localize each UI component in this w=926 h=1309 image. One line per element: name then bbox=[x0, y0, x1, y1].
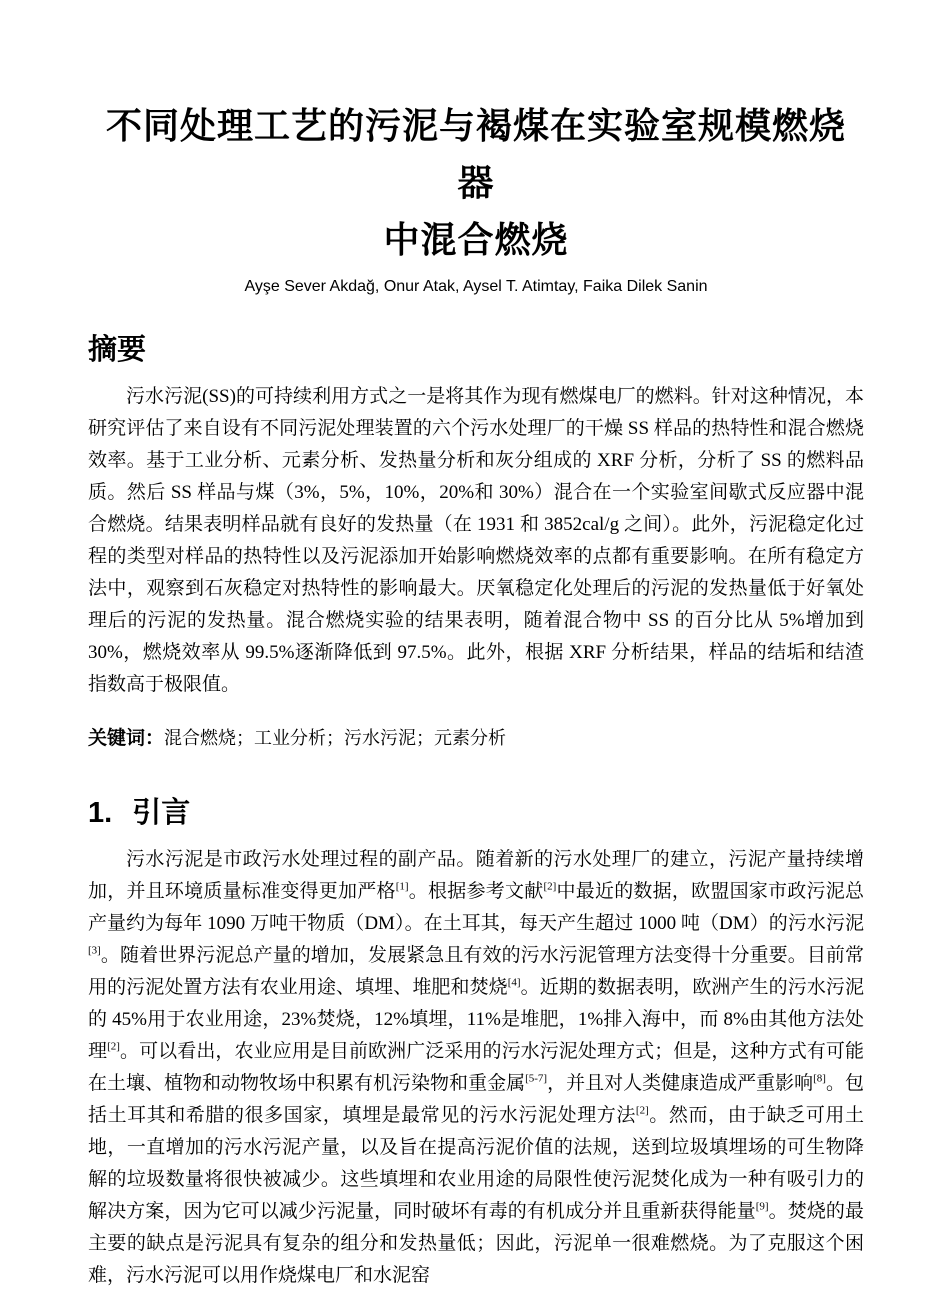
citation-ref: [3] bbox=[88, 944, 101, 957]
introduction-heading-number: 1. bbox=[88, 797, 113, 829]
citation-ref: [4] bbox=[507, 976, 521, 989]
introduction-heading-title: 引言 bbox=[132, 797, 191, 829]
citation-ref: [1] bbox=[395, 880, 409, 893]
introduction-paragraph: 污水污泥是市政污水处理过程的副产品。随着新的污水处理厂的建立，污泥产量持续增加，并且环境质量标准变得更加严格[1]。根据参考文献[2]中最近的数据，欧盟国家市政污泥总产量约为每年 1090 万吨干物质（DM）。在土耳其，每天产生超过 1000 吨（DM）的污水污泥[3]。随着世界污泥总产量的增加，发展紧急且有效的污水污泥管理方法变得十分重要。目前常用的污泥处置方法有农业用途、填埋、堆肥和焚烧[4]。近期的数据表明，欧洲产生的污水污泥的 45%用于农业用途，23%焚烧，12%填埋，11%是堆肥，1%排入海中，而 8%由其他方法处理[2]。可以看出，农业应用是目前欧洲广泛采用的污水污泥处理方式；但是，这种方式有可能在土壤、植物和动物牧场中积累有机污染物和重金属[5-7]，并且对人类健康造成严重影响[8]。包括土耳其和希腊的很多国家，填埋是最常见的污水污泥处理方法[2]。然而，由于缺乏可用土地，一直增加的污水污泥产量，以及旨在提高污泥价值的法规，送到垃圾填埋场的可生物降解的垃圾数量将很快被减少。这些填埋和农业用途的局限性使污泥焚化成为一种有吸引力的解决方案，因为它可以减少污泥量，同时破坏有毒的有机成分并且重新获得能量[9]。焚烧的最主要的缺点是污泥具有复杂的组分和发热量低；因此，污泥单一很难燃烧。为了克服这个困难，污水污泥可以用作烧煤电厂和水泥窑 bbox=[88, 849, 864, 1286]
keywords-label: 关键词： bbox=[88, 728, 165, 749]
citation-ref: [2] bbox=[543, 880, 557, 893]
citation-ref: [2] bbox=[107, 1040, 120, 1053]
citation-ref: [9] bbox=[755, 1200, 769, 1213]
abstract-heading: 摘要 bbox=[88, 334, 147, 366]
paper-title-line1: 不同处理工艺的污泥与褐煤在实验室规模燃烧器 bbox=[105, 106, 846, 203]
paper-title bbox=[88, 98, 864, 269]
authors-line: Ayşe Sever Akdağ, Onur Atak, Aysel T. Atimtay, Faika Dilek Sanin bbox=[244, 278, 708, 295]
abstract-paragraph: 污水污泥(SS)的可持续利用方式之一是将其作为现有燃煤电厂的燃料。针对这种情况，本研究评估了来自设有不同污泥处理装置的六个污水处理厂的干燥 SS 样品的热特性和混合燃烧效率。基于工业分析、元素分析、发热量分析和灰分组成的 XRF 分析，分析了 SS 的燃料品质。然后 SS 样品与煤（3%，5%，10%，20%和 30%）混合在一个实验室间歇式反应器中混合燃烧。结果表明样品就有良好的发热量（在 1931 和 3852cal/g 之间）。此外，污泥稳定化过程的类型对样品的热特性以及污泥添加开始影响燃烧效率的点都有重要影响。在所有稳定方法中，观察到石灰稳定对热特性的影响最大。厌氧稳定化处理后的污泥的发热量低于好氧处理后的污泥的发热量。混合燃烧实验的结果表明，随着混合物中 SS 的百分比从 5%增加到 30%，燃烧效率从 99.5%逐渐降低到 97.5%。此外，根据 XRF 分析结果，样品的结垢和结渣指数高于极限值。 bbox=[88, 386, 864, 695]
introduction-heading bbox=[88, 795, 864, 831]
citation-ref: [8] bbox=[813, 1072, 826, 1085]
paper-title-line2: 中混合燃烧 bbox=[383, 220, 569, 260]
citation-ref: [5-7] bbox=[525, 1072, 548, 1085]
keywords-line bbox=[88, 724, 864, 753]
citation-ref: [2] bbox=[635, 1104, 649, 1117]
keywords-text: 混合燃烧；工业分析；污水污泥；元素分析 bbox=[164, 728, 507, 748]
